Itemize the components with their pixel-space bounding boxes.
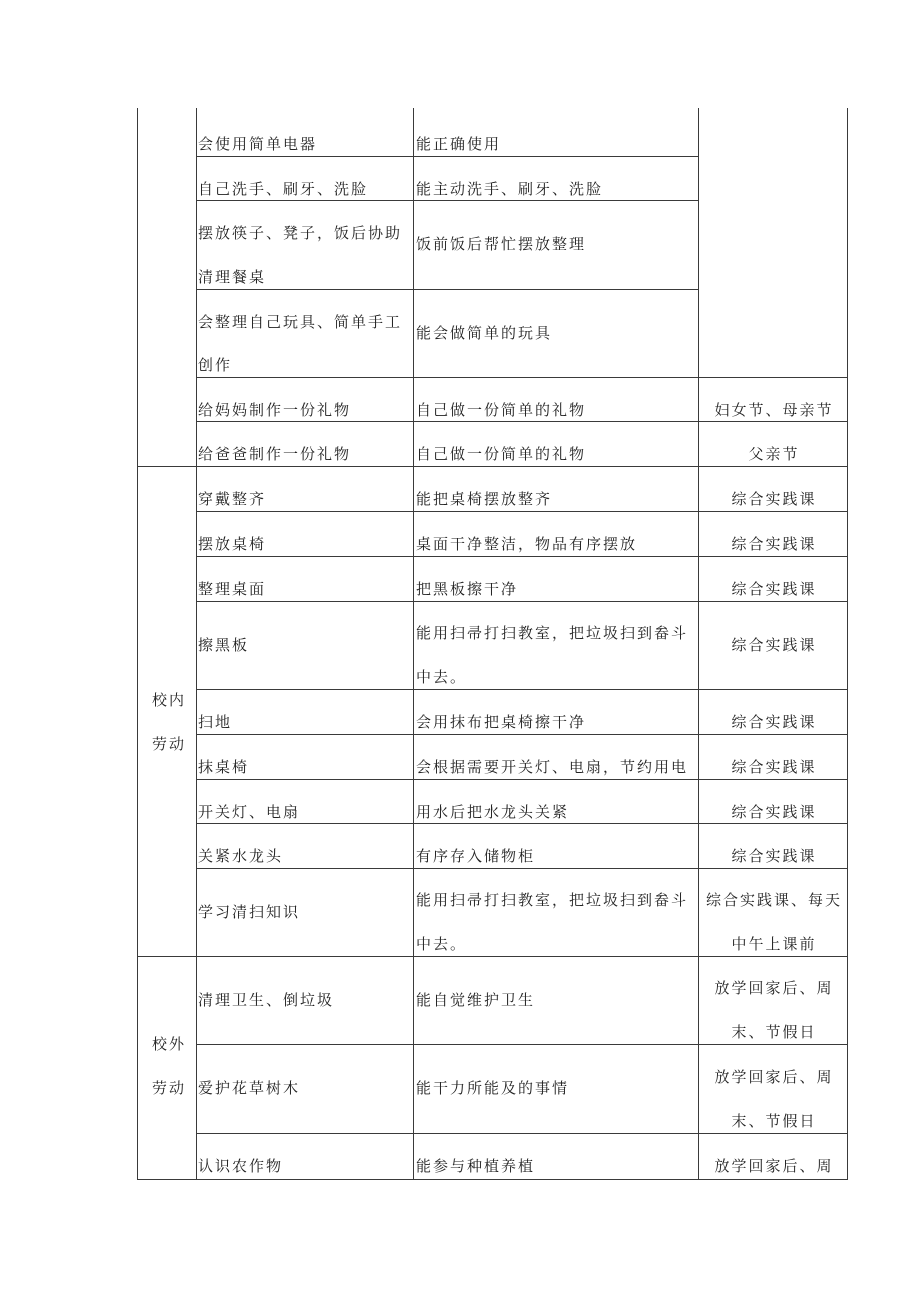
task-cell: 穿戴整齐 (198, 490, 267, 508)
task-cell: 会使用简单电器 (198, 135, 318, 153)
task-cell: 清理卫生、倒垃圾 (198, 991, 335, 1009)
task-cell-line: 会整理自己玩具、简单手工 (198, 313, 403, 331)
group-label-line: 校内 (151, 691, 186, 709)
time-cell: 综合实践课 (731, 490, 817, 508)
group-label-line: 劳动 (151, 1079, 186, 1097)
goal-cell: 会用抹布把桌椅擦干净 (416, 713, 587, 731)
row-divider (196, 689, 848, 690)
row-divider (196, 289, 699, 290)
task-cell: 学习清扫知识 (198, 903, 301, 921)
task-cell: 擦黑板 (198, 636, 250, 654)
goal-cell-line: 中去。 (416, 935, 468, 953)
goal-cell: 自己做一份简单的礼物 (416, 401, 587, 419)
time-cell-line: 放学回家后、周 (714, 979, 834, 997)
goal-cell: 把黑板擦干净 (416, 580, 519, 598)
goal-cell: 有序存入储物柜 (416, 847, 536, 865)
time-cell: 综合实践课 (731, 758, 817, 776)
time-cell: 综合实践课 (731, 535, 817, 553)
time-cell: 父亲节 (748, 445, 800, 463)
task-cell: 认识农作物 (198, 1157, 284, 1175)
task-cell: 开关灯、电扇 (198, 803, 301, 821)
group-label-line: 校外 (151, 1035, 186, 1053)
task-cell: 抹桌椅 (198, 758, 250, 776)
task-cell: 给妈妈制作一份礼物 (198, 401, 352, 419)
goal-cell: 桌面干净整洁，物品有序摆放 (416, 535, 638, 553)
time-cell-line: 中午上课前 (731, 935, 817, 953)
goal-cell-line: 中去。 (416, 668, 468, 686)
group-label-outside (142, 1022, 196, 1110)
task-cell-line: 创作 (198, 356, 233, 374)
goal-cell: 能自觉维护卫生 (416, 991, 536, 1009)
goal-cell: 能正确使用 (416, 135, 502, 153)
time-cell: 放学回家后、周 (714, 1157, 834, 1175)
time-cell: 综合实践课 (731, 803, 817, 821)
goal-cell: 能把桌椅摆放整齐 (416, 490, 553, 508)
time-cell-line: 末、节假日 (731, 1023, 817, 1041)
goal-cell: 用水后把水龙头关紧 (416, 803, 570, 821)
time-cell: 妇女节、母亲节 (714, 401, 834, 419)
goal-cell-line: 能用扫帚打扫教室，把垃圾扫到畚斗 (416, 891, 689, 909)
goal-cell: 能参与种植养植 (416, 1157, 536, 1175)
goal-cell-line: 能用扫帚打扫教室，把垃圾扫到畚斗 (416, 624, 689, 642)
task-cell: 爱护花草树木 (198, 1079, 301, 1097)
goal-cell: 饭前饭后帮忙摆放整理 (416, 235, 587, 253)
goal-cell: 会根据需要开关灯、电扇，节约用电 (416, 758, 689, 776)
goal-cell: 能主动洗手、刷牙、洗脸 (416, 180, 604, 198)
task-cell: 扫地 (198, 713, 233, 731)
task-cell: 关紧水龙头 (198, 847, 284, 865)
time-cell: 综合实践课 (731, 847, 817, 865)
time-cell: 综合实践课 (731, 713, 817, 731)
time-cell: 综合实践课 (731, 580, 817, 598)
column-divider-2 (413, 108, 414, 1180)
time-cell: 综合实践课 (731, 636, 817, 654)
goal-cell: 自己做一份简单的礼物 (416, 445, 587, 463)
group-label-line: 劳动 (151, 735, 186, 753)
time-cell-line: 末、节假日 (731, 1112, 817, 1130)
task-cell-line: 摆放筷子、凳子，饭后协助 (198, 224, 403, 242)
goal-cell: 能会做简单的玩具 (416, 324, 553, 342)
task-cell: 自己洗手、刷牙、洗脸 (198, 180, 369, 198)
column-divider-3 (698, 108, 699, 1180)
task-cell: 给爸爸制作一份礼物 (198, 445, 352, 463)
row-divider (196, 377, 848, 378)
task-cell-line: 清理餐桌 (198, 268, 267, 286)
group-label-school (142, 678, 196, 766)
task-cell: 摆放桌椅 (198, 535, 267, 553)
table-border-left (137, 108, 138, 1180)
time-cell-line: 综合实践课、每天 (705, 891, 842, 909)
goal-cell: 能干力所能及的事情 (416, 1079, 570, 1097)
time-cell-line: 放学回家后、周 (714, 1068, 834, 1086)
column-divider-1 (196, 108, 197, 1180)
task-cell: 整理桌面 (198, 580, 267, 598)
